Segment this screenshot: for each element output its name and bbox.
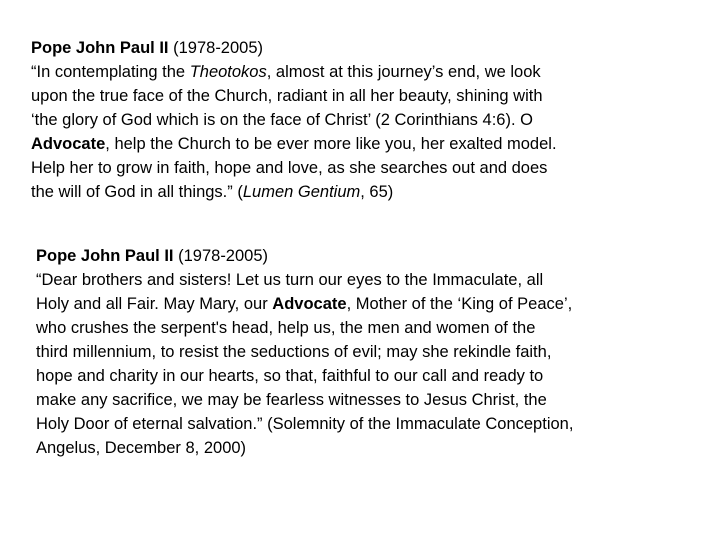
quote-1-line-4 (31, 132, 557, 156)
quote-1-author: Pope John Paul II (31, 39, 169, 57)
quote-1-line-3: ‘the glory of God which is on the face of Christ’ (2 Corinthians 4:6). O (31, 111, 533, 129)
quote-1-advocate: Advocate (31, 135, 106, 153)
quote-2-line-3: who crushes the serpent's head, help us, the men and women of the (36, 319, 536, 337)
quote-2-line-8: Angelus, December 8, 2000) (36, 439, 247, 457)
quote-2-line-2 (36, 292, 573, 316)
quote-block-lumen-gentium (31, 36, 557, 204)
quote-2-text: , Mother of the ‘King of Peace’, (346, 295, 573, 313)
quote-2-heading (36, 244, 573, 268)
quote-1-text: , almost at this journey’s end, we look (266, 63, 541, 81)
quote-2-author: Pope John Paul II (36, 247, 174, 265)
quote-2-advocate: Advocate (272, 295, 347, 313)
quote-2-line-6: make any sacrifice, we may be fearless witnesses to Jesus Christ, the (36, 391, 547, 409)
quote-2-line-4: third millennium, to resist the seductions of evil; may she rekindle faith, (36, 343, 552, 361)
quote-2-line-7: Holy Door of eternal salvation.” (Solemnity of the Immaculate Conception, (36, 415, 574, 433)
quote-1-theotokos: Theotokos (189, 63, 267, 81)
quote-2-years: (1978-2005) (173, 247, 269, 265)
quote-1-text: “In contemplating the (31, 63, 190, 81)
quote-1-text: , help the Church to be ever more like you, her exalted model. (105, 135, 557, 153)
quote-1-line-1 (31, 60, 557, 84)
quote-block-angelus (36, 244, 573, 460)
quote-1-lumen-gentium: Lumen Gentium (242, 183, 361, 201)
quote-1-line-5: Help her to grow in faith, hope and love, as she searches out and does (31, 159, 548, 177)
quote-2-line-5: hope and charity in our hearts, so that, faithful to our call and ready to (36, 367, 544, 385)
quote-1-text: , 65) (360, 183, 394, 201)
quote-2-line-1: “Dear brothers and sisters! Let us turn our eyes to the Immaculate, all (36, 271, 544, 289)
quote-1-years: (1978-2005) (168, 39, 264, 57)
quote-2-text: Holy and all Fair. May Mary, our (36, 295, 273, 313)
quote-1-line-6 (31, 180, 557, 204)
quote-1-heading (31, 36, 557, 60)
quote-1-text: the will of God in all things.” ( (31, 183, 243, 201)
quote-1-line-2: upon the true face of the Church, radiant in all her beauty, shining with (31, 87, 543, 105)
